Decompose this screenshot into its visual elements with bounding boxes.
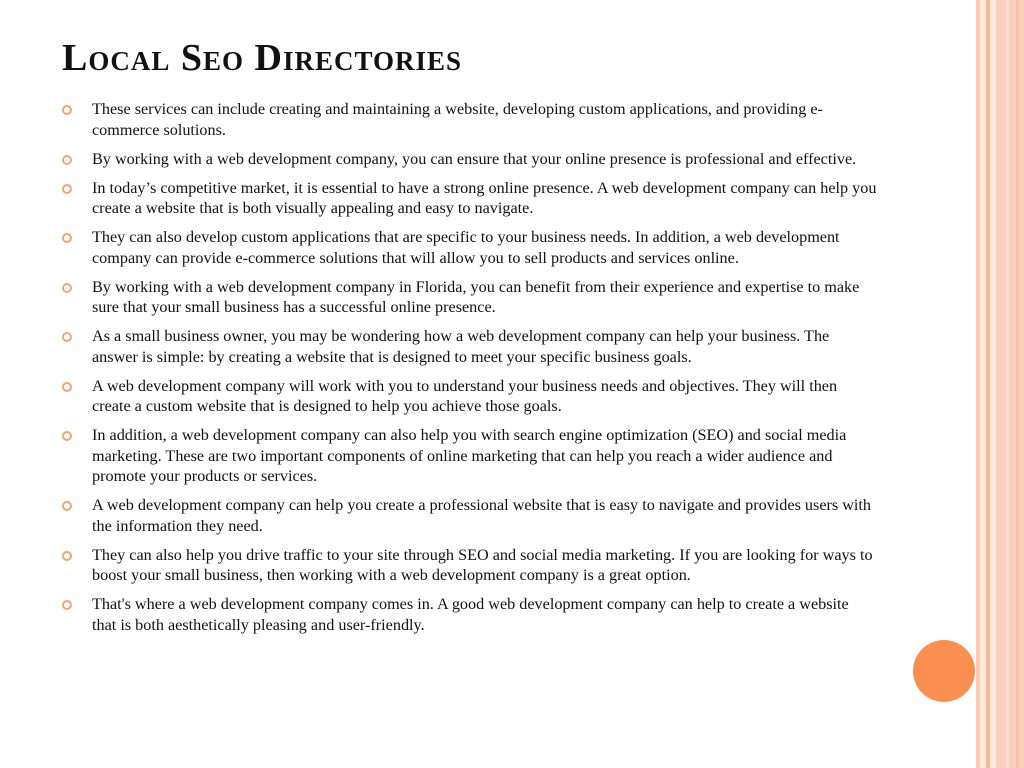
bullet-item [62,326,877,367]
bullet-text: A web development company will work with you to understand your business needs and objectives. They will then create a custom website that is designed to help you achieve those goals. [92,376,838,415]
bullet-text: As a small business owner, you may be wondering how a web development company can help your business. The answer is simple: by creating a website that is designed to meet your specific business goals. [92,327,830,366]
bullet-circle-icon [62,283,72,293]
bullet-item [62,178,877,219]
bullet-circle-icon [62,551,72,561]
stripe [1006,0,1009,768]
bullet-text: That's where a web development company comes in. A good web development company can help to create a website that is both aesthetically pleasing and user-friendly. [92,595,849,634]
bullet-circle-icon [62,600,72,610]
bullet-text: These services can include creating and maintaining a website, developing custom applications, and providing e-commerce solutions. [92,100,823,139]
bullet-text: A web development company can help you create a professional website that is easy to navigate and provides users with the information they need. [92,496,872,535]
bullet-item [62,99,877,140]
bullet-list [62,99,877,644]
bullet-text: In today’s competitive market, it is essential to have a strong online presence. A web development company can help you create a website that is both visually appealing and easy to navigate. [92,178,877,217]
decorative-stripes [976,0,1024,768]
bullet-item [62,545,877,586]
bullet-item [62,594,877,635]
bullet-item [62,495,877,536]
bullet-circle-icon [62,105,72,115]
bullet-item [62,149,877,170]
bullet-text: By working with a web development company in Florida, you can benefit from their experience and expertise to make sure that your small business has a successful online presence. [92,277,860,316]
bullet-item [62,376,877,417]
bullet-text: They can also develop custom applications that are specific to your business needs. In addition, a web development company can provide e-commerce solutions that will allow you to sell products and services online. [92,228,840,267]
bullet-item [62,425,877,487]
slide-title: Local Seo Directories [62,37,463,79]
bullet-item [62,227,877,268]
bullet-circle-icon [62,155,72,165]
bullet-text: They can also help you drive traffic to your site through SEO and social media marketing. If you are looking for ways to boost your small business, then working with a web development company is a great option. [92,545,873,584]
stripe [1016,0,1019,768]
bullet-circle-icon [62,332,72,342]
bullet-text: By working with a web development company, you can ensure that your online presence is professional and effective. [92,149,857,168]
bullet-circle-icon [62,501,72,511]
bullet-text: In addition, a web development company can also help you with search engine optimization (SEO) and social media marketing. These are two important components of online marketing that can help you reach a wider audience and promote your products or services. [92,426,847,485]
decorative-orange-circle [913,640,975,702]
bullet-circle-icon [62,431,72,441]
stripe [996,0,1024,768]
bullet-item [62,277,877,318]
bullet-circle-icon [62,233,72,243]
bullet-circle-icon [62,382,72,392]
bullet-circle-icon [62,184,72,194]
